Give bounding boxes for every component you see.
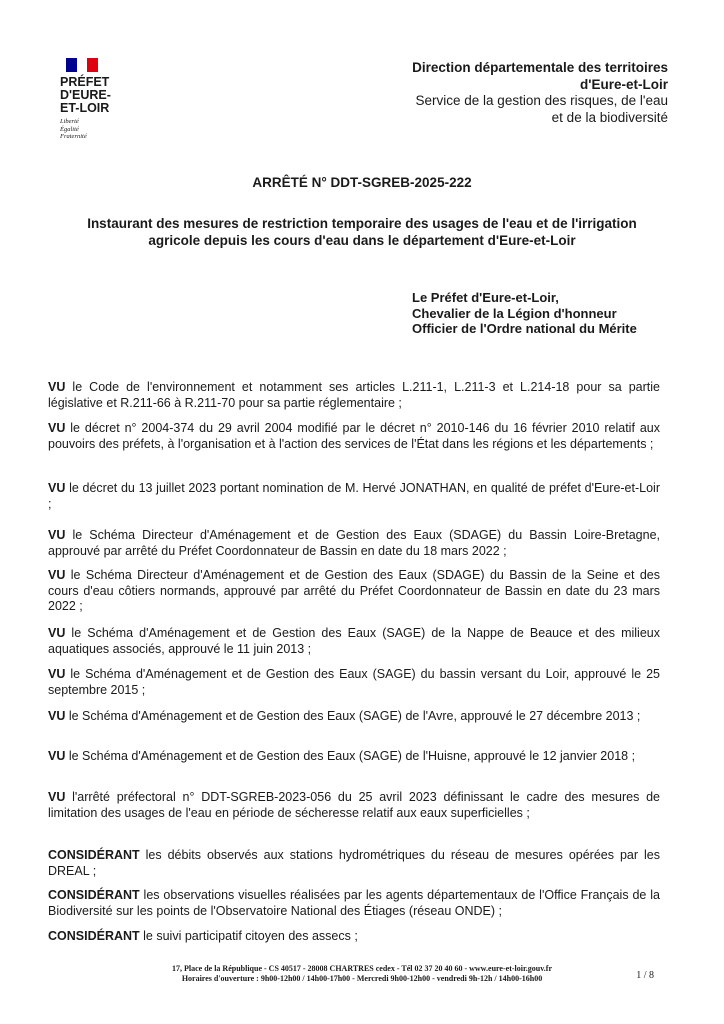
issuing-service xyxy=(412,60,668,126)
considerant-paragraph: CONSIDÉRANT les observations visuelles réalisées par les agents départementaux de l'Office Français de la Biodiversité sur les points de l'Observatoire National des Étiages (réseau ONDE) ; xyxy=(48,888,660,918)
french-flag-icon xyxy=(66,58,98,72)
vu-paragraph: VU le décret du 13 juillet 2023 portant nomination de M. Hervé JONATHAN, en qualité de préfet d'Eure-et-Loir ; xyxy=(48,481,660,511)
prefet-signature-block: Le Préfet d'Eure-et-Loir, Chevalier de la Légion d'honneur Officier de l'Ordre national du Mérite xyxy=(412,290,637,336)
page-footer xyxy=(0,964,724,984)
vu-paragraph: VU le Code de l'environnement et notamment ses articles L.211-1, L.211-3 et L.214-18 pour sa partie législative et R.211-66 à R.211-70 pour sa partie réglementaire ; xyxy=(48,380,660,410)
vu-paragraph: VU le Schéma d'Aménagement et de Gestion des Eaux (SAGE) de l'Huisne, approuvé le 12 janvier 2018 ; xyxy=(48,749,636,763)
logo-motto: Liberté Égalité Fraternité xyxy=(60,118,87,140)
vu-paragraph: VU le décret n° 2004-374 du 29 avril 2004 modifié par le décret n° 2010-146 du 16 février 2010 relatif aux pouvoirs des préfets, à l'organisation et à l'action des services de l'État dans les régions et les départements ; xyxy=(48,421,660,451)
vu-paragraph: VU le Schéma d'Aménagement et de Gestion des Eaux (SAGE) de l'Avre, approuvé le 27 décembre 2013 ; xyxy=(48,709,641,723)
issuer-service: Service de la gestion des risques, de l'eau xyxy=(415,93,668,108)
issuer-service-cont: et de la biodiversité xyxy=(551,109,668,125)
vu-paragraph: VU l'arrêté préfectoral n° DDT-SGREB-2023-056 du 25 avril 2023 définissant le cadre des mesures de limitation des usages de l'eau en période de sécheresse relatif aux eaux superficielles ; xyxy=(48,790,660,820)
prefecture-logo xyxy=(60,58,130,141)
issuer-department: d'Eure-et-Loir xyxy=(580,76,668,92)
logo-prefet-text: PRÉFET D'EURE- ET-LOIR xyxy=(60,75,111,115)
considerant-paragraph: CONSIDÉRANT les débits observés aux stations hydrométriques du réseau de mesures opérées par les DREAL ; xyxy=(48,848,660,878)
decree-subtitle: Instaurant des mesures de restriction temporaire des usages de l'eau et de l'irrigation agricole depuis les cours d'eau dans le département d'Eure-et-Loir xyxy=(87,216,637,248)
vu-paragraph: VU le Schéma d'Aménagement et de Gestion des Eaux (SAGE) du bassin versant du Loir, approuvé le 25 septembre 2015 ; xyxy=(48,667,660,697)
vu-paragraph: VU le Schéma Directeur d'Aménagement et de Gestion des Eaux (SDAGE) du Bassin Loire-Bretagne, approuvé par arrêté du Préfet Coordonnateur de Bassin en date du 18 mars 2022 ; xyxy=(48,528,660,558)
vu-paragraph: VU le Schéma d'Aménagement et de Gestion des Eaux (SAGE) de la Nappe de Beauce et des milieux aquatiques associés, approuvé le 11 juin 2013 ; xyxy=(48,626,660,656)
decree-title: ARRÊTÉ N° DDT-SGREB-2025-222 xyxy=(252,175,472,190)
page-number: 1 / 8 xyxy=(636,970,654,981)
considerant-paragraph: CONSIDÉRANT le suivi participatif citoyen des assecs ; xyxy=(48,929,358,943)
vu-paragraph: VU le Schéma Directeur d'Aménagement et de Gestion des Eaux (SDAGE) du Bassin de la Seine et des cours d'eau côtiers normands, approuvé par arrêté du Préfet Coordonnateur de Bassin en date du 23 mars 2022 ; xyxy=(48,568,660,613)
footer-address: 17, Place de la République - CS 40517 - 28008 CHARTRES cedex - Tél 02 37 20 40 60 - www.eure-et-loir.gouv.fr xyxy=(172,964,552,973)
issuer-direction: Direction départementale des territoires xyxy=(412,60,668,75)
footer-hours: Horaires d'ouverture : 9h00-12h00 / 14h00-17h00 - Mercredi 9h00-12h00 - vendredi 9h-12h / 14h00-16h00 xyxy=(181,974,543,983)
